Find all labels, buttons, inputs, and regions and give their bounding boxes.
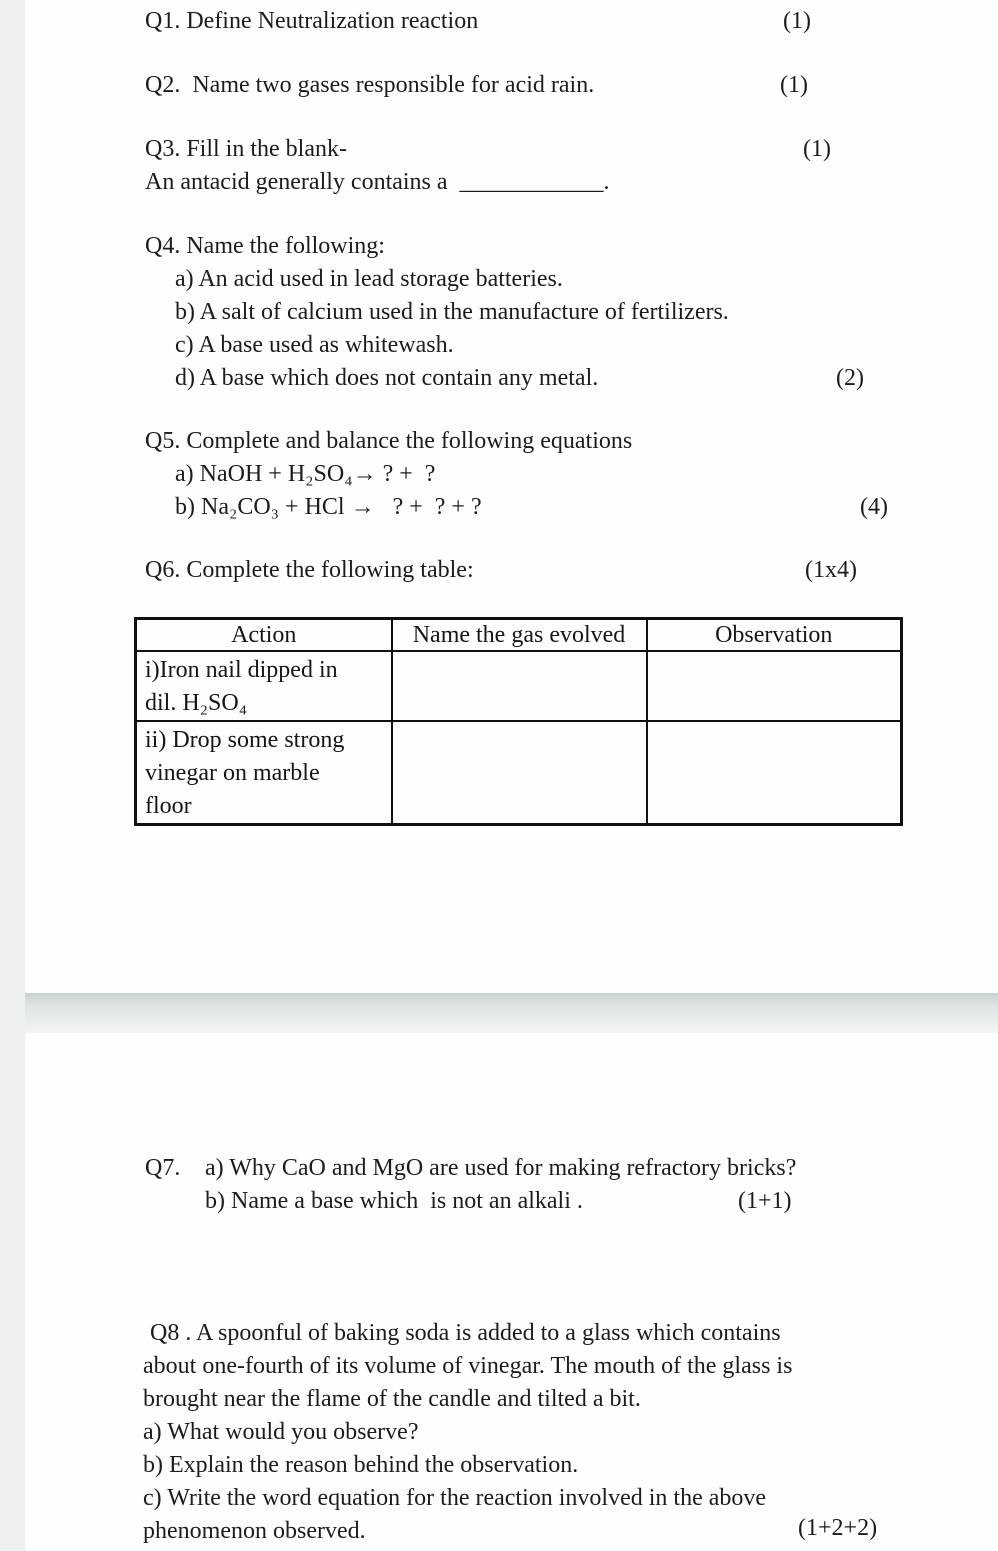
row2-action-cell xyxy=(136,721,392,825)
q8-line-2: about one-fourth of its volume of vinegar. The mouth of the glass is xyxy=(143,1353,793,1379)
q8-line-1: Q8 . A spoonful of baking soda is added to a glass which contains xyxy=(150,1320,781,1346)
q7-part-a: a) Why CaO and MgO are used for making refractory bricks? xyxy=(205,1155,797,1181)
q5-marks: (4) xyxy=(860,494,888,520)
row1-action-line2: dil. H₂SO₄ xyxy=(145,690,248,716)
q3-marks: (1) xyxy=(803,136,831,162)
row1-action-cell xyxy=(136,651,392,721)
row1-action-line1: i)Iron nail dipped in xyxy=(145,657,338,683)
row2-gas-cell xyxy=(392,721,647,825)
page-left-margin-strip xyxy=(0,0,25,1551)
table-row xyxy=(136,651,902,721)
row2-action-line1: ii) Drop some strong xyxy=(145,727,345,753)
q8-part-c-line1: c) Write the word equation for the reaction involved in the above xyxy=(143,1485,767,1511)
row2-action-line3: floor xyxy=(145,793,192,819)
q4-item-a: a) An acid used in lead storage batteries. xyxy=(175,266,563,292)
q8-line-3: brought near the flame of the candle and tilted a bit. xyxy=(143,1386,641,1412)
q4-item-b: b) A salt of calcium used in the manufacture of fertilizers. xyxy=(175,299,729,325)
row2-observation-cell xyxy=(647,721,902,825)
gas-evolved-table xyxy=(134,617,903,826)
q6-text: Q6. Complete the following table: xyxy=(145,557,474,583)
q8-part-c-line2: phenomenon observed. xyxy=(143,1518,366,1544)
q5-equation-b: b) Na₂CO₃ + HCl → ? + ? + ? xyxy=(175,494,482,520)
q4-marks: (2) xyxy=(836,365,864,391)
q4-text: Q4. Name the following: xyxy=(145,233,385,259)
q7-label: Q7. xyxy=(145,1155,181,1181)
table-header-row xyxy=(136,619,902,652)
table-row xyxy=(136,721,902,825)
q1-text: Q1. Define Neutralization reaction xyxy=(145,8,479,34)
q7-part-b: b) Name a base which is not an alkali . xyxy=(205,1188,583,1214)
table-header-gas: Name the gas evolved xyxy=(392,619,647,652)
q5-equation-a: a) NaOH + H₂SO₄→ ? + ? xyxy=(175,461,436,487)
q8-part-b: b) Explain the reason behind the observation. xyxy=(143,1452,579,1478)
row1-observation-cell xyxy=(647,651,902,721)
q5-text: Q5. Complete and balance the following equations xyxy=(145,428,633,454)
q7-marks: (1+1) xyxy=(738,1188,792,1214)
q3-fill-blank-line: An antacid generally contains a ____________. xyxy=(145,169,610,195)
table-header-observation: Observation xyxy=(647,619,902,652)
table-header-action: Action xyxy=(136,619,392,652)
row2-action-line2: vinegar on marble xyxy=(145,760,320,786)
q2-marks: (1) xyxy=(780,72,808,98)
page-separator-band xyxy=(25,993,998,1033)
q8-marks: (1+2+2) xyxy=(798,1515,878,1541)
q8-part-a: a) What would you observe? xyxy=(143,1419,419,1445)
q6-marks: (1x4) xyxy=(805,557,857,583)
q2-text: Q2. Name two gases responsible for acid rain. xyxy=(145,72,595,98)
q1-marks: (1) xyxy=(783,8,811,34)
row1-gas-cell xyxy=(392,651,647,721)
q4-item-d: d) A base which does not contain any metal. xyxy=(175,365,599,391)
q3-text: Q3. Fill in the blank- xyxy=(145,136,347,162)
q4-item-c: c) A base used as whitewash. xyxy=(175,332,454,358)
